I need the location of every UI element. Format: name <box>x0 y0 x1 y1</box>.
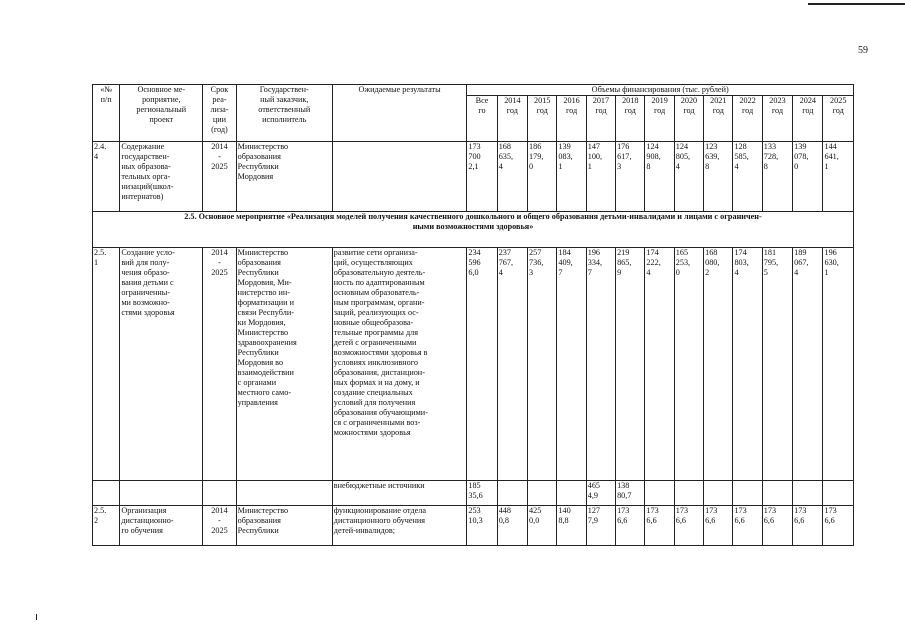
cell-value <box>586 506 615 546</box>
table-row-2-4-4 <box>93 142 854 212</box>
table-row-2-5-2 <box>93 506 854 546</box>
section-title: 2.5. Основное мероприятие «Реализация моделей получения качественного дошкольного и общего образования детьми-инвалидами и лицами с ограничен- ными возможностями здоровья» <box>184 212 762 231</box>
customer-name: Министерство образования Республики Мордовия <box>237 142 289 181</box>
year-label: 2017 год <box>592 96 610 115</box>
cell-event <box>120 481 203 506</box>
header-year-2014 <box>497 96 527 142</box>
header-year-2016 <box>557 96 586 142</box>
funding-value: 185 35,6 <box>468 481 483 500</box>
cell-value <box>674 506 703 546</box>
cell-value <box>733 142 762 212</box>
cell-value <box>586 248 615 481</box>
section-heading <box>93 212 854 248</box>
funding-value: 196 334, 7 <box>587 248 603 277</box>
header-funding <box>467 85 854 96</box>
cell-value <box>762 248 792 481</box>
cell-value <box>467 248 497 481</box>
funding-value: 139 083, 1 <box>558 142 573 171</box>
cell-value <box>704 142 733 212</box>
section-row-2-5 <box>93 212 854 248</box>
funding-value: 237 767, 4 <box>498 248 514 277</box>
funding-value: 144 641, 1 <box>824 142 839 171</box>
header-results-text: Ожидаемые результаты <box>358 85 441 94</box>
bottom-edge-mark <box>36 614 37 620</box>
funding-value: 257 736, 3 <box>529 248 544 277</box>
cell-value <box>528 142 557 212</box>
cell-value <box>674 248 703 481</box>
cell-value <box>733 248 762 481</box>
cell-term <box>203 506 236 546</box>
year-label: 2025 год <box>830 96 847 115</box>
cell-value <box>733 481 762 506</box>
cell-value <box>586 481 615 506</box>
cell-term <box>203 481 236 506</box>
table-row-2-5-1 <box>93 248 854 481</box>
year-label: 2023 год <box>769 96 786 115</box>
funding-value: 448 0,8 <box>498 506 511 525</box>
funding-value: 173 6,6 <box>646 506 659 525</box>
funding-value: 219 865, 9 <box>617 248 632 277</box>
cell-value <box>823 142 854 212</box>
funding-value: 234 596 6,0 <box>468 248 481 277</box>
cell-value <box>557 248 586 481</box>
header-row-1 <box>93 85 854 96</box>
funding-value: 465 4,9 <box>587 481 601 500</box>
header-customer-text: Государствен- ный заказчик, ответственный исполнитель <box>258 85 311 124</box>
cell-results <box>332 506 467 546</box>
cell-value <box>704 481 733 506</box>
cell-value <box>497 506 527 546</box>
cell-number <box>93 142 120 212</box>
cell-event <box>120 506 203 546</box>
cell-value <box>467 481 497 506</box>
cell-value <box>674 142 703 212</box>
row-number: 2.5. 1 <box>94 248 107 267</box>
header-term <box>203 85 236 142</box>
cell-value <box>704 248 733 481</box>
cell-value <box>793 481 823 506</box>
cell-value <box>616 481 645 506</box>
row-number: 2.4. 4 <box>94 142 107 161</box>
cell-results <box>332 481 467 506</box>
header-year-total <box>467 96 497 142</box>
customer-name: Министерство образования Республики Мордовия, Ми- нистерство ин- форматизации и связи Республи- ки Мордовия, Министерство здравоохранения Республики Мордовия во взаимодействии с органами местного само- управления <box>237 248 297 407</box>
funding-value: 173 6,6 <box>617 506 630 525</box>
header-event-text: Основное ме- роприятие, региональный проект <box>136 85 187 124</box>
results-text: развитие сети организа- ций, осуществляющих образовательную деятель- ность по адаптированным основным образователь- ным программам, органи- заций, реализующих ос- новные общеобразова- тельные программы для детей с ограниченными возможностями здоровья в условиях инклюзивного образования, дистанцион- ных формах и на дому, и создание специальных условий для получения образования обучающими- ся с ограниченными воз- можностями здоровья <box>333 248 428 437</box>
year-label: 2018 год <box>622 96 639 115</box>
cell-value <box>762 481 792 506</box>
cell-event <box>120 142 203 212</box>
funding-value: 147 100, 1 <box>587 142 603 171</box>
financing-table <box>92 84 854 546</box>
year-label: 2016 год <box>563 96 580 115</box>
header-funding-text: Объемы финансирования (тыс. рублей) <box>591 85 729 94</box>
cell-value <box>557 142 586 212</box>
funding-value: 128 585, 4 <box>734 142 749 171</box>
funding-value: 124 805, 4 <box>675 142 691 171</box>
cell-customer <box>236 506 332 546</box>
header-year-2024 <box>793 96 823 142</box>
cell-value <box>497 142 527 212</box>
funding-value: 184 409, 7 <box>558 248 573 277</box>
funding-value: 173 6,6 <box>675 506 689 525</box>
cell-value <box>616 142 645 212</box>
funding-value: 173 6,6 <box>734 506 747 525</box>
results-text: функционирование отдела дистанционного обучения детей-инвалидов; <box>333 506 426 535</box>
cell-value <box>528 506 557 546</box>
cell-value <box>528 481 557 506</box>
year-label: 2024 год <box>799 96 816 115</box>
cell-value <box>645 248 674 481</box>
table-row-extrabudget <box>93 481 854 506</box>
cell-value <box>762 506 792 546</box>
cell-event <box>120 248 203 481</box>
event-name: Содержание государствен- ных образова- тельных орга- низаций(школ- интернатов) <box>121 142 174 201</box>
funding-value: 133 728, 8 <box>763 142 779 171</box>
funding-value: 173 6,6 <box>763 506 777 525</box>
customer-name: Министерство образования Республики <box>237 506 289 535</box>
funding-value: 186 179, 0 <box>529 142 544 171</box>
year-label: 2019 год <box>651 96 668 115</box>
header-number <box>93 85 120 142</box>
year-label: 2020 год <box>680 96 698 115</box>
header-year-2019 <box>645 96 674 142</box>
cell-value <box>645 481 674 506</box>
top-edge-mark <box>808 3 905 5</box>
cell-number <box>93 506 120 546</box>
funding-value: 140 8,8 <box>558 506 571 525</box>
funding-value: 165 253, 0 <box>675 248 691 277</box>
header-customer <box>236 85 332 142</box>
funding-value: 173 6,6 <box>705 506 718 525</box>
funding-value: 176 617, 3 <box>617 142 632 171</box>
cell-value <box>674 481 703 506</box>
funding-value: 189 067, 4 <box>794 248 809 277</box>
event-name: Организация дистанционно- го обучения <box>121 506 174 535</box>
header-year-2021 <box>704 96 733 142</box>
funding-value: 253 10,3 <box>468 506 483 525</box>
cell-customer <box>236 481 332 506</box>
term-value: 2014 - 2025 <box>211 506 228 535</box>
cell-value <box>557 506 586 546</box>
cell-value <box>645 506 674 546</box>
cell-customer <box>236 248 332 481</box>
cell-value <box>586 142 615 212</box>
funding-value: 174 222, 4 <box>646 248 661 277</box>
funding-value: 138 80,7 <box>617 481 632 500</box>
funding-value: 168 635, 4 <box>498 142 514 171</box>
funding-value: 174 803, 4 <box>734 248 749 277</box>
cell-value <box>497 481 527 506</box>
funding-value: 123 639, 8 <box>705 142 720 171</box>
cell-value <box>528 248 557 481</box>
header-results <box>332 85 467 142</box>
funding-value: 173 6,6 <box>824 506 837 525</box>
funding-value: 127 7,9 <box>587 506 601 525</box>
cell-value <box>823 481 854 506</box>
cell-value <box>467 142 497 212</box>
term-value: 2014 - 2025 <box>211 142 228 171</box>
cell-number <box>93 481 120 506</box>
header-year-2015 <box>528 96 557 142</box>
cell-value <box>645 142 674 212</box>
header-year-2018 <box>616 96 645 142</box>
funding-value: 173 700 2,1 <box>468 142 481 171</box>
funding-value: 173 6,6 <box>794 506 807 525</box>
funding-value: 196 630, 1 <box>824 248 839 277</box>
header-year-2022 <box>733 96 762 142</box>
year-label: 2015 год <box>534 96 551 115</box>
funding-value: 139 078, 0 <box>794 142 809 171</box>
funding-value: 181 795, 5 <box>763 248 779 277</box>
page-number: 59 <box>858 45 868 56</box>
event-name: Создание усло- вий для полу- чения образо- вания детьми с ограниченны- ми возможно- стями здоровья <box>121 248 175 317</box>
cell-value <box>793 506 823 546</box>
cell-customer <box>236 142 332 212</box>
header-event <box>120 85 203 142</box>
funding-value: 425 0,0 <box>529 506 542 525</box>
cell-results <box>332 142 467 212</box>
cell-value <box>823 248 854 481</box>
funding-value: 168 080, 2 <box>705 248 720 277</box>
term-value: 2014 - 2025 <box>211 248 228 277</box>
cell-value <box>557 481 586 506</box>
cell-results <box>332 248 467 481</box>
header-term-text: Срок реа- лиза- ции (год) <box>210 85 229 134</box>
header-year-2020 <box>674 96 703 142</box>
header-year-2025 <box>823 96 854 142</box>
cell-value <box>616 248 645 481</box>
cell-value <box>793 248 823 481</box>
row-number: 2.5. 2 <box>94 506 107 525</box>
year-label: Все го <box>475 96 489 115</box>
year-label: 2021 год <box>710 96 727 115</box>
year-label: 2014 год <box>504 96 521 115</box>
cell-value <box>733 506 762 546</box>
cell-value <box>704 506 733 546</box>
funding-value: 124 908, 8 <box>646 142 661 171</box>
cell-value <box>793 142 823 212</box>
cell-value <box>467 506 497 546</box>
cell-value <box>762 142 792 212</box>
header-year-2023 <box>762 96 792 142</box>
cell-term <box>203 142 236 212</box>
cell-term <box>203 248 236 481</box>
cell-number <box>93 248 120 481</box>
year-label: 2022 год <box>739 96 756 115</box>
header-year-2017 <box>586 96 615 142</box>
cell-value <box>823 506 854 546</box>
header-number-text: «№ п/п <box>100 85 113 104</box>
cell-value <box>616 506 645 546</box>
cell-value <box>497 248 527 481</box>
funding-source-label: внебюджетные источники <box>333 481 425 490</box>
